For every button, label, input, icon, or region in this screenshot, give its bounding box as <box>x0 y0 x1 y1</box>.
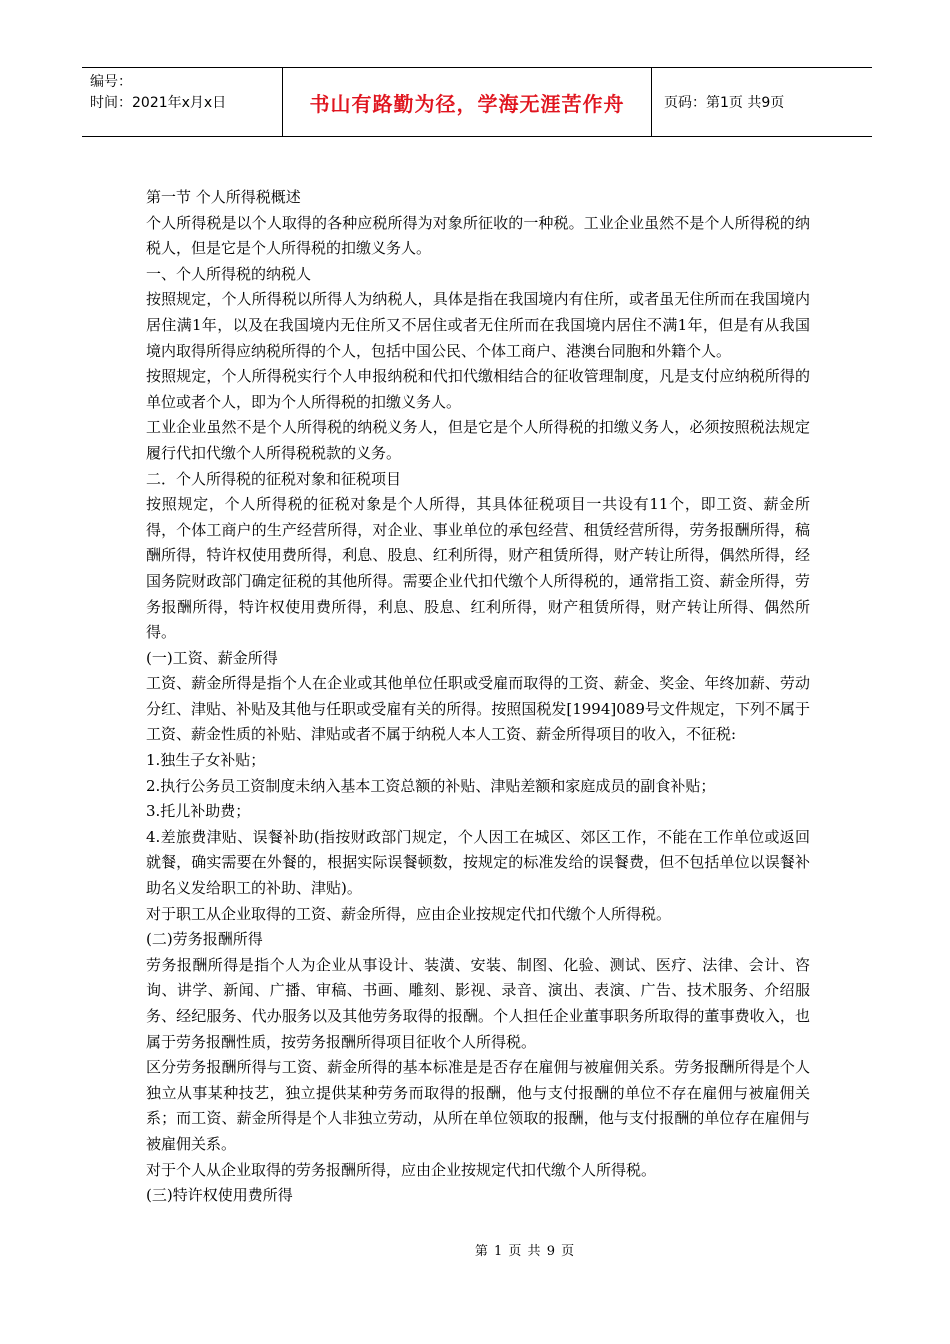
document-body <box>146 185 810 1209</box>
paragraph: 按照规定，个人所得税实行个人申报纳税和代扣代缴相结合的征收管理制度，凡是支付应纳税所得的单位或者个人，即为个人所得税的扣缴义务人。 <box>146 367 810 411</box>
item-heading: (二)劳务报酬所得 <box>146 930 263 949</box>
footer-page-number: 第 1 页 共 9 页 <box>474 1244 576 1259</box>
paragraph: 劳务报酬所得是指个人为企业从事设计、装潢、安装、制图、化验、测试、医疗、法律、会计、咨询、讲学、新闻、广播、审稿、书画、雕刻、影视、录音、演出、表演、广告、技术服务、介绍服务、经纪服务、代办服务以及其他劳务取得的报酬。个人担任企业董事职务所取得的董事费收入，也属于劳务报酬性质，按劳务报酬所得项目征收个人所得税。 <box>146 955 810 1051</box>
document-date: 时间：2021年x月x日 <box>90 95 227 111</box>
header-meta <box>82 68 282 136</box>
header-motto: 书山有路勤为径，学海无涯苦作舟 <box>282 68 652 136</box>
paragraph: 对于职工从企业取得的工资、薪金所得，应由企业按规定代扣代缴个人所得税。 <box>146 904 672 923</box>
paragraph: 对于个人从企业取得的劳务报酬所得，应由企业按规定代扣代缴个人所得税。 <box>146 1160 657 1179</box>
subsection-heading: 一、个人所得税的纳税人 <box>146 264 312 283</box>
list-item: 2.执行公务员工资制度未纳入基本工资总额的补贴、津贴差额和家庭成员的副食补贴； <box>146 776 716 795</box>
paragraph: 区分劳务报酬所得与工资、薪金所得的基本标准是是否存在雇佣与被雇佣关系。劳务报酬所得是个人独立从事某种技艺，独立提供某种劳务而取得的报酬，他与支付报酬的单位不存在雇佣与被雇佣关系；而工资、薪金所得是个人非独立劳动，从所在单位领取的报酬，他与支付报酬的单位存在雇佣与被雇佣关系。 <box>146 1058 810 1153</box>
list-item: 3.托儿补助费； <box>146 802 251 821</box>
section-title: 第一节 个人所得税概述 <box>146 188 301 206</box>
paragraph: 工资、薪金所得是指个人在企业或其他单位任职或受雇而取得的工资、薪金、奖金、年终加薪、劳动分红、津贴、补贴及其他与任职或受雇有关的所得。按照国税发[1994]089号文件规定，下列不属于工资、薪金性质的补贴、津贴或者不属于纳税人本人工资、薪金所得项目的收入，不征税: <box>146 674 810 744</box>
item-heading: (三)特许权使用费所得 <box>146 1186 293 1205</box>
paragraph: 个人所得税是以个人取得的各种应税所得为对象所征收的一种税。工业企业虽然不是个人所得税的纳税人，但是它是个人所得税的扣缴义务人。 <box>146 213 810 258</box>
document-number-label: 编号： <box>90 74 132 90</box>
list-item: 1.独生子女补贴； <box>146 751 266 770</box>
page-footer <box>0 1240 950 1259</box>
list-item: 4.差旅费津贴、误餐补助(指按财政部门规定，个人因工在城区、郊区工作，不能在工作单位或返回就餐，确实需要在外餐的，根据实际误餐顿数，按规定的标准发给的误餐费，但不包括单位以误餐补助名义发给职工的补助、津贴)。 <box>146 827 810 898</box>
item-heading: (一)工资、薪金所得 <box>146 648 278 667</box>
paragraph: 按照规定，个人所得税的征税对象是个人所得，其具体征税项目一共设有11个，即工资、薪金所得，个体工商户的生产经营所得，对企业、事业单位的承包经营、租赁经营所得，劳务报酬所得，稿酬所得，特许权使用费所得，利息、股息、红利所得，财产租赁所得，财产转让所得，偶然所得，经国务院财政部门确定征税的其他所得。需要企业代扣代缴个人所得税的，通常指工资、薪金所得，劳务报酬所得，特许权使用费所得，利息、股息、红利所得，财产租赁所得，财产转让所得、偶然所得。 <box>146 495 810 642</box>
subsection-heading: 二．个人所得税的征税对象和征税项目 <box>146 469 402 488</box>
paragraph: 按照规定，个人所得税以所得人为纳税人，具体是指在我国境内有住所，或者虽无住所而在我国境内居住满1年，以及在我国境内无住所又不居住或者无住所而在我国境内居住不满1年，但是有从我国境内取得所得应纳税所得的个人，包括中国公民、个体工商户、港澳台同胞和外籍个人。 <box>146 290 810 360</box>
page-header <box>82 67 872 137</box>
paragraph: 工业企业虽然不是个人所得税的纳税义务人，但是它是个人所得税的扣缴义务人，必须按照税法规定履行代扣代缴个人所得税税款的义务。 <box>146 418 810 462</box>
header-page-info: 页码：第1页 共9页 <box>664 95 785 111</box>
